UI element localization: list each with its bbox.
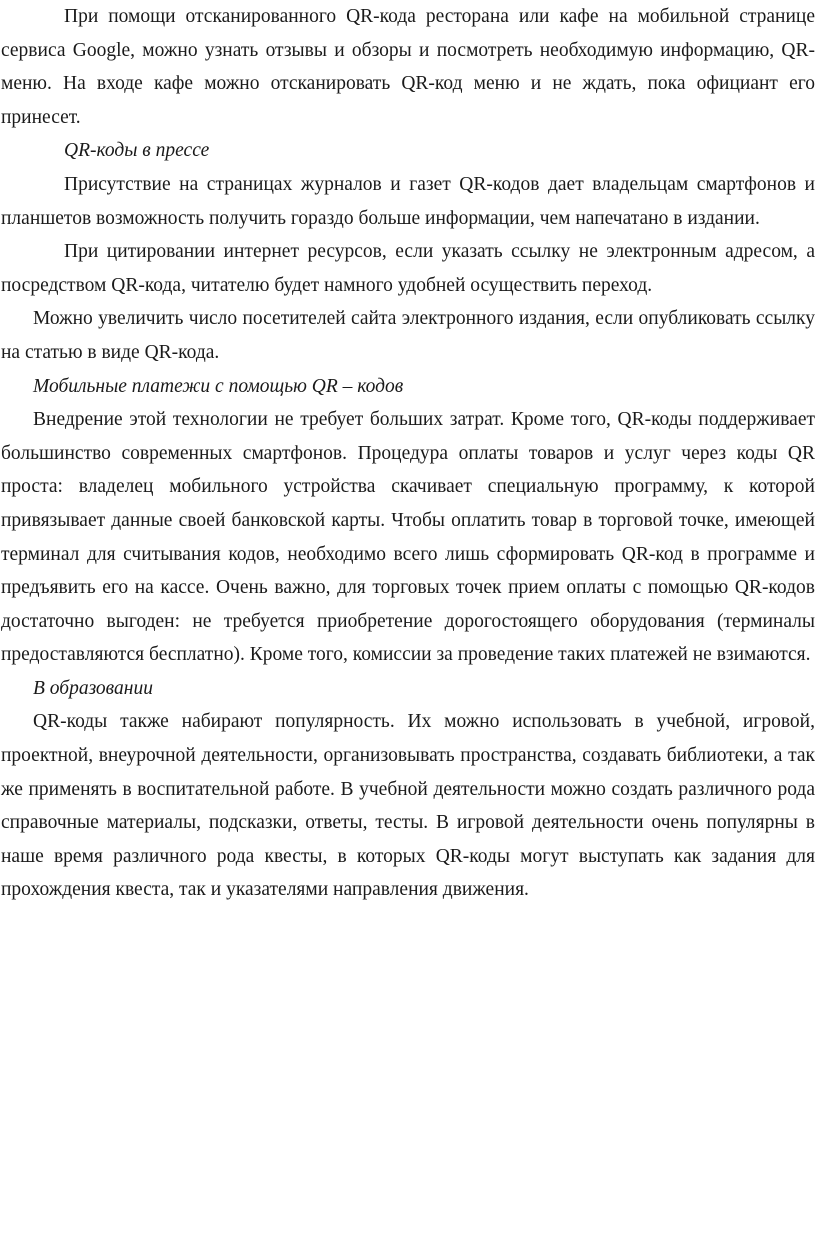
paragraph-qr-restaurant: При помощи отсканированного QR-кода ресторана или кафе на мобильной странице сервиса Google, можно узнать отзывы и обзоры и посмотреть необходимую информацию, QR-меню. На входе кафе можно отсканировать QR-код меню и не ждать, пока официант его принесет. [1, 6, 815, 128]
heading-education: В образовании [33, 677, 153, 699]
paragraph-qr-magazines: Присутствие на страницах журналов и газет QR-кодов дает владельцам смартфонов и планшетов возможность получить гораздо больше информации, чем напечатано в издании. [1, 173, 815, 229]
document-body [1, 0, 815, 907]
heading-qr-press: QR-коды в прессе [64, 140, 210, 162]
paragraph-education: QR-коды также набирают популярность. Их можно использовать в учебной, игровой, проектной, внеурочной деятельности, организовывать пространства, создавать библиотеки, а так же применять в воспитательной работе. В учебной деятельности можно создать различного рода справочные материалы, подсказки, ответы, тесты. В игровой деятельности очень популярны в наше время различного рода квесты, в которых QR-коды могут выступать как задания для прохождения квеста, так и указателями направления движения. [1, 711, 815, 901]
paragraph-qr-citation: При цитировании интернет ресурсов, если указать ссылку не электронным адресом, а посредством QR-кода, читателю будет намного удобней осуществить переход. [1, 241, 815, 296]
paragraph-mobile-payments: Внедрение этой технологии не требует больших затрат. Кроме того, QR-коды поддерживает большинство современных смартфонов. Процедура оплаты товаров и услуг через коды QR проста: владелец мобильного устройства скачивает специальную программу, к которой привязывает данные своей банковской карты. Чтобы оплатить товар в торговой точке, имеющей терминал для считывания кодов, необходимо всего лишь сформировать QR-код в программе и предъявить его на кассе. Очень важно, для торговых точек прием оплаты с помощью QR-кодов достаточно выгоден: не требуется приобретение дорогостоящего оборудования (терминалы предоставляются бесплатно). Кроме того, комиссии за проведение таких платежей не взимаются. [1, 409, 815, 666]
heading-mobile-payments: Мобильные платежи с помощью QR – кодов [33, 375, 404, 397]
paragraph-qr-visitors: Можно увеличить число посетителей сайта электронного издания, если опубликовать ссылку на статью в виде QR-кода. [1, 308, 815, 363]
